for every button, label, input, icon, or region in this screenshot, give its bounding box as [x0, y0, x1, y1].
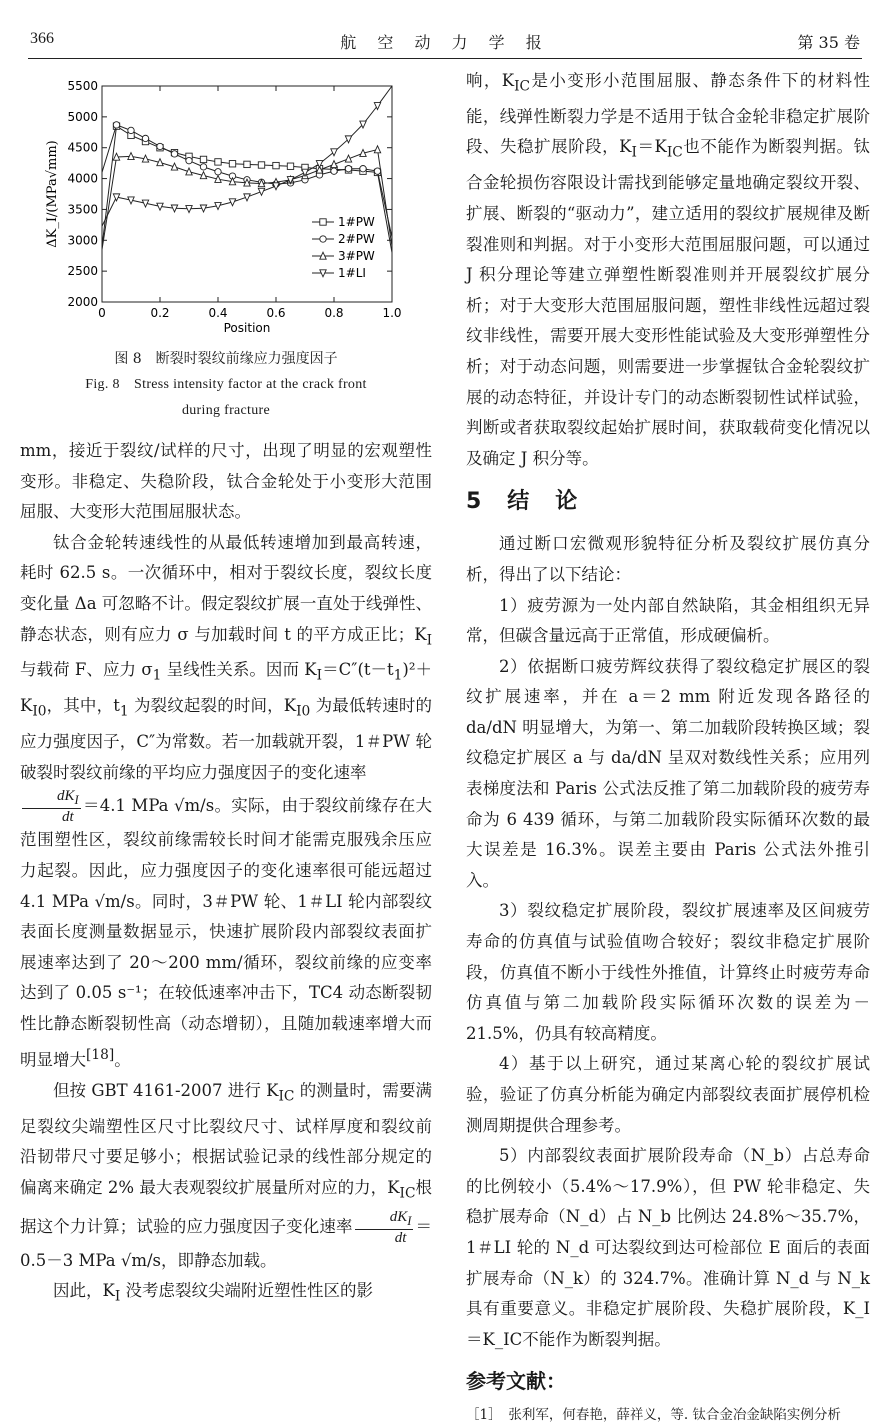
citation-18: [18]	[86, 1046, 115, 1063]
figure-8	[20, 66, 432, 436]
series-point-0	[200, 156, 206, 162]
legend-marker	[320, 236, 326, 242]
series-point-2	[374, 146, 380, 153]
conclusion-item-5: 5）内部裂纹表面扩展阶段寿命（N_b）占总寿命的比例较小（5.4%～17.9%），但 PW 轮非稳定、失稳扩展寿命（N_d）占 N_b 比例达 24.8%～35.7%，1＃LI 轮的 N_d 可达裂纹到达可检部位 E 面后的表面扩展寿命（N_k）的 324.7%。准确计算 N_d 与 N_k 具有重要意义。非稳定扩展阶段、失稳扩展阶段，K_I＝K_IC不能作为断裂判据。	[466, 1146, 870, 1349]
series-point-0	[229, 161, 235, 167]
figure-caption-en-line1: Fig. 8 Stress intensity factor at the crack front	[85, 377, 367, 392]
y-tick-label: 2000	[67, 295, 98, 309]
running-header	[28, 24, 862, 59]
y-tick-label: 4500	[67, 140, 98, 155]
legend-marker	[320, 219, 326, 225]
x-axis-label: Position	[223, 321, 271, 335]
journal-name: 航 空 动 力 学 报	[340, 33, 550, 52]
left-column	[20, 436, 432, 1312]
figure-caption-cn: 图 8 断裂时裂纹前缘应力强度因子	[114, 351, 338, 367]
series-point-1	[374, 168, 380, 174]
series-point-1	[331, 168, 337, 174]
series-point-1	[186, 157, 192, 163]
series-point-2	[331, 161, 337, 168]
y-axis-label: ΔK_I/(MPa√mm)	[45, 140, 60, 248]
fraction-dKdt-2: $\frac{dK_I}{dt}$	[355, 1209, 414, 1246]
series-point-0	[258, 162, 264, 168]
conclusion-item-4: 4）基于以上研究，通过某离心轮的裂纹扩展试验，验证了仿真分析能为确定内部裂纹表面扩展停机检测周期提供合理参考。	[466, 1054, 870, 1135]
series-point-1	[157, 143, 163, 149]
series-point-0	[273, 162, 279, 168]
section-title-conclusion: 5 结 论	[466, 489, 580, 515]
figure-caption-en-line2: during fracture	[181, 403, 271, 418]
paragraph-left-1: mm，接近于裂纹/试样的尺寸，出现了明显的宏观塑性变形。非稳定、失稳阶段，钛合金轮处于小变形大范围屈服、大变形大范围屈服状态。	[20, 441, 432, 522]
series-point-1	[345, 165, 351, 171]
series-point-1	[142, 135, 148, 141]
x-tick-label: 0.2	[150, 306, 170, 320]
paragraph-left-4: 因此，$K_I$ 没考虑裂纹尖端附近塑性性区的影	[53, 1281, 374, 1305]
conclusion-item-1: 1）疲劳源为一处内部自然缺陷，其金相组织无异常，但碳含量远高于正常值，形成硬偏析。	[466, 595, 870, 646]
series-point-3	[331, 149, 337, 156]
series-point-1	[113, 122, 119, 128]
conclusion-intro: 通过断口宏微观形貌特征分析及裂纹扩展仿真分析，得出了以下结论：	[466, 534, 870, 584]
x-tick-label: 0.8	[324, 306, 344, 320]
legend-label: 1#PW	[338, 215, 375, 229]
legend-label: 2#PW	[338, 232, 375, 246]
series-point-3	[258, 188, 264, 195]
series-point-0	[215, 159, 221, 165]
y-tick-label: 2500	[67, 264, 98, 279]
y-tick-label: 4000	[67, 171, 98, 186]
stress-intensity-chart	[20, 70, 432, 340]
series-point-1	[171, 151, 177, 157]
page-number: 366	[30, 30, 54, 47]
conclusion-item-2: 2）依据断口疲劳辉纹获得了裂纹稳定扩展区的裂纹扩展速率，并在 a＝2 mm 附近发现各路径的 da/dN 明显增大，为第一、第二加载阶段转换区域；裂纹稳定扩展区 a 与 da/dN 呈双对数线性关系；应用列表梯度法和 Paris 公式法反推了第二加载阶段的疲劳寿命为 6 439 循环，与第二加载阶段实际循环次数的最大误差是 16.3%。误差主要由 Paris 公式法外推引入。	[466, 656, 870, 890]
x-tick-label: 0.4	[208, 306, 228, 320]
conclusion-item-3: 3）裂纹稳定扩展阶段，裂纹扩展速率及区间疲劳寿命的仿真值与试验值吻合较好；裂纹非稳定扩展阶段，仿真值不断小于线性外推值，计算终止时疲劳寿命仿真值与第二加载阶段实际循环次数的误差为－21.5%，仍具有较高精度。	[466, 901, 870, 1043]
series-point-1	[215, 169, 221, 175]
y-tick-label: 5500	[67, 79, 98, 93]
y-tick-label: 5000	[67, 109, 98, 124]
series-point-1	[360, 165, 366, 171]
series-point-3	[345, 136, 351, 143]
paragraph-left-3: 但按 GBT 4161-2007 进行 $K_{IC}$ 的测量时，需要满足裂纹尖端塑性区尺寸比裂纹尺寸、试样厚度和裂纹前沿韧带尺寸要足够小；根据试验记录的线性部分规定的偏离来确定 2% 最大表观裂纹扩展量所对应的力，$K_{IC}$根据这个力计算；试验的应力强度因子变化速率 $\frac{dK_I}{dt}$ ＝0.5－3 MPa √m/s，即静态加载。	[20, 1080, 433, 1270]
series-point-0	[287, 163, 293, 169]
figure-caption-en	[20, 372, 432, 424]
x-tick-label: 1.0	[382, 306, 402, 320]
series-point-1	[128, 127, 134, 133]
series-point-1	[200, 164, 206, 170]
reference-1: ［1］ 张利军，何春艳，薛祥义，等. 钛合金冶金缺陷实例分析	[466, 1407, 841, 1424]
volume-number: 第 35 卷	[797, 33, 860, 52]
y-tick-label: 3500	[67, 202, 98, 217]
paragraph-left-2: 钛合金轮转速线性的从最低转速增加到最高转速，耗时 62.5 s。一次循环中，相对于裂纹长度，裂纹长度变化量 Δa 可忽略不计。假定裂纹扩展一直处于线弹性、静态状态，则有应力 σ 与加载时间 t 的平方成正比；$K_I$ 与载荷 F、应力 $\sigma_1$ 呈线性关系。因而 $K_I=C''(t-t_1)^2+K_{I0}$，其中，$t_1$ 为裂纹起裂的时间，$K_{I0}$ 为最低转速时的应力强度因子，C″为常数。若一加载就开裂，1＃PW 轮破裂时裂纹前缘的平均应力强度因子的变化速率 $\frac{dK_I}{dt}$ ＝4.1 MPa √m/s。实际，由于裂纹前缘存在大范围塑性区，裂纹前缘需较长时间才能需克服残余压应力起裂。因此，应力强度因子的变化速率很可能远超过 4.1 MPa √m/s。同时，3＃PW 轮、1＃LI 轮内部裂纹表面长度测量数据显示，快速扩展阶段内部裂纹表面扩展速率达到了 20～200 mm/循环，裂纹前缘的应变率达到了 0.05 s⁻¹；在较低速率冲击下，TC4 动态断裂韧性比静态断裂韧性高（动态增韧），且随加载速率增大而明显增大[18]。	[20, 532, 433, 1070]
legend-label: 3#PW	[338, 249, 375, 263]
series-point-2	[345, 155, 351, 162]
right-column	[466, 66, 870, 1426]
fraction-dKdt: $\frac{dK_I}{dt}$	[22, 788, 81, 825]
y-tick-label: 3000	[67, 233, 98, 248]
series-point-0	[244, 161, 250, 167]
x-tick-label: 0.6	[266, 306, 286, 320]
legend-label: 1#LI	[338, 266, 366, 280]
references-title: 参考文献：	[466, 1369, 566, 1394]
x-tick-label: 0	[98, 306, 106, 320]
paragraph-right-1: 响，$K_{IC}$是小变形小范围屈服、静态条件下的材料性能，线弹性断裂力学是不适用于钛合金轮非稳定扩展阶段、失稳扩展阶段，$K_I=K_{IC}$也不能作为断裂判据。钛合金轮损伤容限设计需找到能够定量地确定裂纹开裂、扩展、断裂的“驱动力”，建立适用的裂纹扩展规律及断裂准则和判据。对于小变形大范围屈服问题，可以通过 J 积分理论等建立弹塑性断裂准则并开展裂纹扩展分析；对于大变形大范围屈服问题，塑性非线性远超过裂纹非线性，需要开展大变形性能试验及大变形弹塑性分析；对于动态问题，则需要进一步掌握钛合金轮裂纹扩展的动态特征，并设计专门的动态断裂韧性试样试验，判断或者获取裂纹起始扩展时间，获取载荷变化情况以及确定 J 积分等。	[466, 71, 871, 468]
